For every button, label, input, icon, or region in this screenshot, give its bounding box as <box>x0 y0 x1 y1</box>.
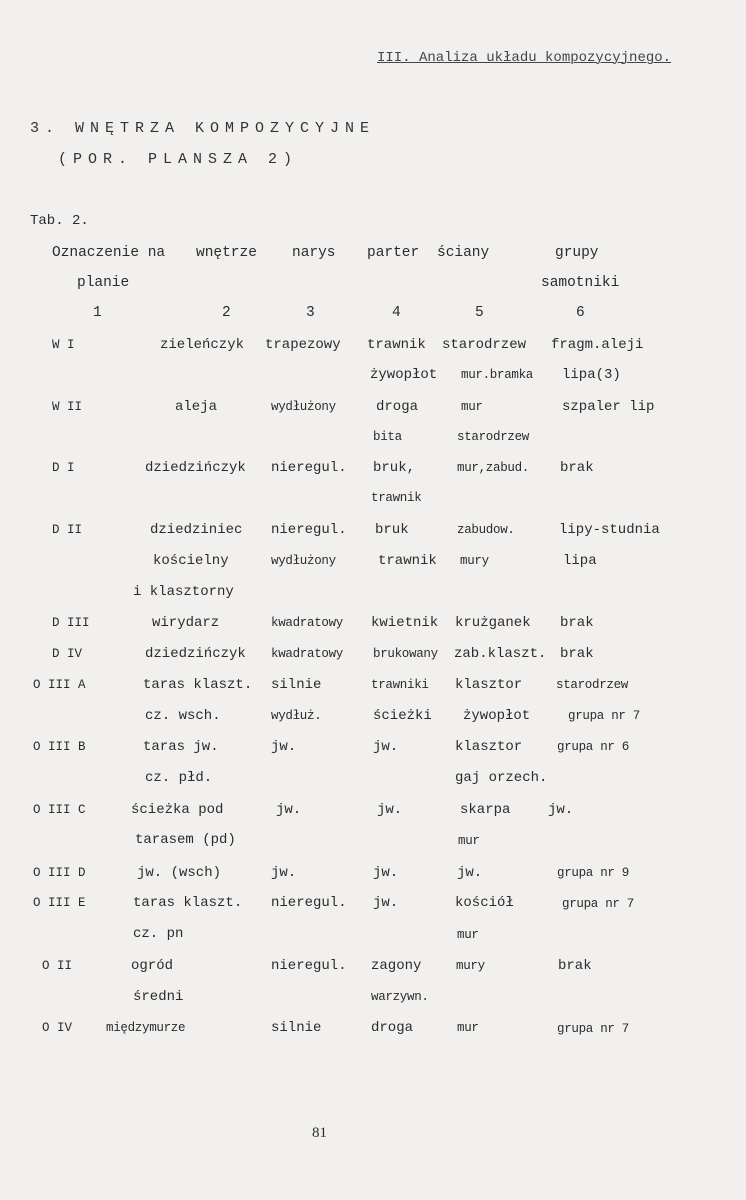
header-groups: grupy <box>555 245 599 261</box>
cell-groups: lipa <box>563 553 597 569</box>
cell-outline: wydłuż. <box>271 709 322 723</box>
cell-walls: mur <box>457 1021 479 1035</box>
row-code: W II <box>52 400 83 414</box>
cell-outline: nieregul. <box>271 895 347 911</box>
cell-walls: starodrzew <box>442 337 527 353</box>
cell-walls: krużganek <box>455 615 531 631</box>
cell-outline: silnie <box>271 677 322 693</box>
cell-ground: ścieżki <box>373 708 432 724</box>
column-number: 1 <box>93 305 102 321</box>
cell-interior: ogród <box>131 958 174 974</box>
cell-walls: zab.klaszt. <box>454 646 547 662</box>
cell-walls: jw. <box>457 865 483 881</box>
cell-groups: grupa nr 7 <box>562 897 635 911</box>
cell-interior: tarasem (pd) <box>135 832 236 848</box>
cell-interior: aleja <box>175 399 218 415</box>
cell-ground: trawniki <box>371 678 429 692</box>
header-interior: wnętrze <box>196 245 257 261</box>
cell-interior: ścieżka pod <box>131 802 224 818</box>
row-code: D III <box>52 616 90 630</box>
cell-ground: bita <box>373 430 402 444</box>
cell-outline: jw. <box>271 739 297 755</box>
cell-groups: brak <box>558 958 592 974</box>
column-number: 2 <box>222 305 231 321</box>
cell-walls: zabudow. <box>457 523 515 537</box>
cell-outline: wydłużony <box>271 400 336 414</box>
cell-groups: jw. <box>548 802 574 818</box>
cell-interior: cz. wsch. <box>145 708 221 724</box>
cell-ground: bruk, <box>373 460 416 476</box>
cell-ground: trawnik <box>378 553 437 569</box>
cell-interior: i klasztorny <box>133 584 234 600</box>
row-code: O III C <box>33 803 86 817</box>
row-code: O III B <box>33 740 86 754</box>
row-code: O IV <box>42 1021 73 1035</box>
row-code: O III A <box>33 678 86 692</box>
cell-ground: jw. <box>373 895 399 911</box>
cell-groups: lipy-studnia <box>559 522 660 538</box>
cell-interior: wirydarz <box>152 615 220 631</box>
page-number: 81 <box>312 1125 327 1141</box>
cell-interior: dziedziniec <box>150 522 243 538</box>
column-number: 6 <box>576 305 585 321</box>
cell-interior: taras klaszt. <box>133 895 243 911</box>
cell-ground: brukowany <box>373 647 438 661</box>
cell-ground: jw. <box>373 865 399 881</box>
column-number: 5 <box>475 305 484 321</box>
cell-outline: nieregul. <box>271 958 347 974</box>
cell-groups: grupa nr 9 <box>557 866 630 880</box>
header-groups-2: samotniki <box>541 275 620 291</box>
row-code: D I <box>52 461 75 475</box>
cell-walls: starodrzew <box>457 430 530 444</box>
cell-ground: zagony <box>371 958 422 974</box>
cell-interior: jw. (wsch) <box>137 865 222 881</box>
header-walls: ściany <box>437 245 490 261</box>
cell-interior: średni <box>133 989 184 1005</box>
cell-ground: droga <box>376 399 419 415</box>
cell-walls: mury <box>460 554 489 568</box>
cell-interior: międzymurze <box>106 1021 186 1035</box>
cell-walls: mur.bramka <box>461 368 534 382</box>
cell-outline: jw. <box>276 802 302 818</box>
running-head: III. Analiza układu kompozycyjnego. <box>377 50 672 66</box>
cell-ground: trawnik <box>371 491 422 505</box>
cell-interior: zieleńczyk <box>160 337 245 353</box>
cell-outline: wydłużony <box>271 554 336 568</box>
cell-ground: warzywn. <box>371 990 429 1004</box>
cell-outline: kwadratowy <box>271 616 344 630</box>
cell-walls: skarpa <box>460 802 511 818</box>
cell-groups: brak <box>560 460 594 476</box>
cell-ground: droga <box>371 1020 414 1036</box>
cell-walls: klasztor <box>455 739 523 755</box>
row-code: O III E <box>33 896 86 910</box>
column-number: 3 <box>306 305 315 321</box>
header-designation: Oznaczenie na <box>52 245 166 261</box>
cell-groups: szpaler lip <box>562 399 655 415</box>
cell-ground: jw. <box>377 802 403 818</box>
column-number: 4 <box>392 305 401 321</box>
cell-groups: brak <box>560 615 594 631</box>
header-designation-2: planie <box>77 275 130 291</box>
cell-groups: grupa nr 7 <box>568 709 641 723</box>
header-ground: parter <box>367 245 420 261</box>
cell-walls: mur <box>457 928 479 942</box>
cell-walls: żywopłot <box>463 708 531 724</box>
cell-interior: kościelny <box>153 553 229 569</box>
section-subtitle: (POR. PLANSZA 2) <box>58 151 299 168</box>
row-code: D II <box>52 523 83 537</box>
cell-walls: kościół <box>455 895 514 911</box>
cell-walls: mur <box>461 400 483 414</box>
table-label: Tab. 2. <box>30 213 89 229</box>
cell-ground: żywopłot <box>370 367 438 383</box>
cell-groups: fragm.aleji <box>551 337 644 353</box>
cell-groups: grupa nr 6 <box>557 740 630 754</box>
cell-walls: mur,zabud. <box>457 461 530 475</box>
cell-walls: mury <box>456 959 485 973</box>
cell-walls: mur <box>458 834 480 848</box>
row-code: O II <box>42 959 73 973</box>
row-code: D IV <box>52 647 83 661</box>
cell-ground: kwietnik <box>371 615 439 631</box>
cell-interior: cz. płd. <box>145 770 213 786</box>
cell-interior: dziedzińczyk <box>145 460 246 476</box>
cell-outline: kwadratowy <box>271 647 344 661</box>
cell-interior: dziedzińczyk <box>145 646 246 662</box>
cell-ground: bruk <box>375 522 409 538</box>
cell-groups: grupa nr 7 <box>557 1022 630 1036</box>
cell-outline: nieregul. <box>271 460 347 476</box>
cell-walls: gaj orzech. <box>455 770 548 786</box>
cell-groups: lipa(3) <box>562 367 621 383</box>
section-title: 3. WNĘTRZA KOMPOZYCYJNE <box>30 120 376 137</box>
row-code: O III D <box>33 866 86 880</box>
row-code: W I <box>52 338 75 352</box>
cell-groups: starodrzew <box>556 678 629 692</box>
cell-interior: taras jw. <box>143 739 219 755</box>
cell-outline: trapezowy <box>265 337 341 353</box>
cell-outline: nieregul. <box>271 522 347 538</box>
cell-groups: brak <box>560 646 594 662</box>
cell-ground: jw. <box>373 739 399 755</box>
cell-ground: trawnik <box>367 337 426 353</box>
cell-walls: klasztor <box>455 677 523 693</box>
header-outline: narys <box>292 245 336 261</box>
cell-interior: taras klaszt. <box>143 677 253 693</box>
cell-interior: cz. pn <box>133 926 184 942</box>
cell-outline: silnie <box>271 1020 322 1036</box>
cell-outline: jw. <box>271 865 297 881</box>
